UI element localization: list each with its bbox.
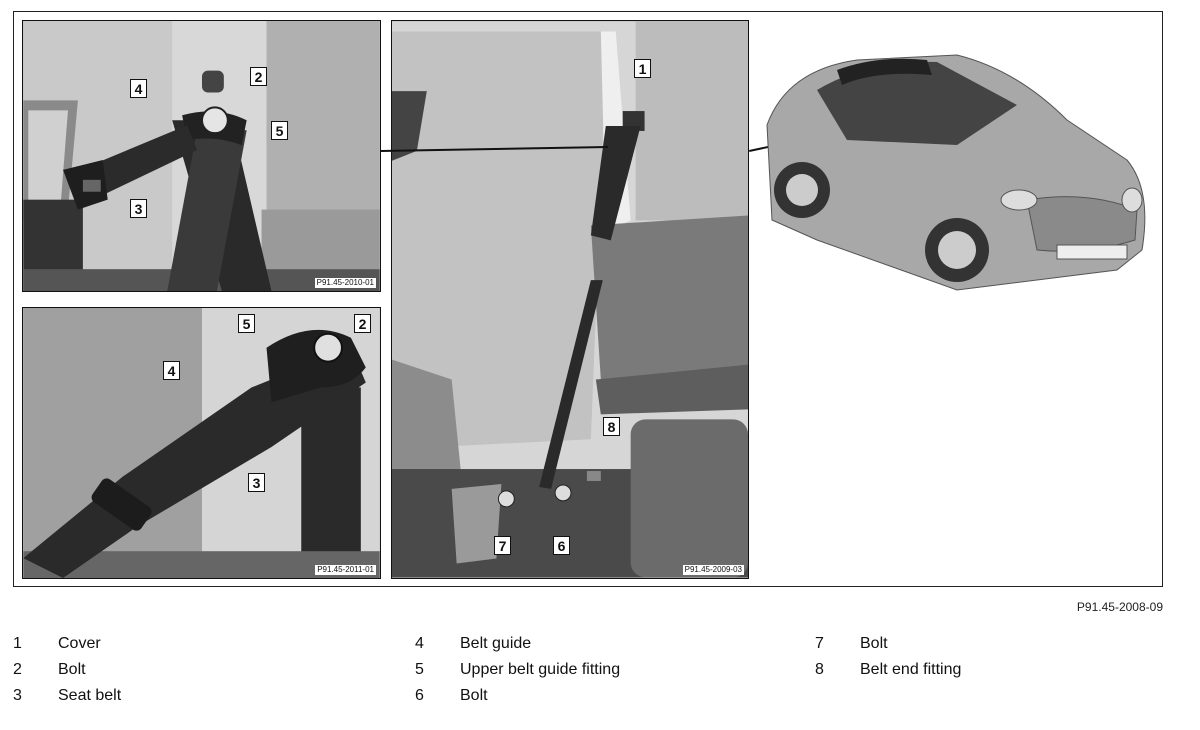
- callout-5: 5: [238, 314, 255, 333]
- callout-2: 2: [250, 67, 267, 86]
- panel-code: P91.45-2010-01: [316, 278, 374, 287]
- callout-2: 2: [354, 314, 371, 333]
- rear-seat-belt-illustration: [392, 21, 748, 578]
- panel-top-left: [22, 20, 381, 292]
- callout-8: 8: [603, 417, 620, 436]
- legend-number: 7: [815, 635, 824, 652]
- legend-number: 8: [815, 661, 824, 678]
- belt-guide-closeup-illustration: [23, 21, 380, 291]
- legend-number: 6: [415, 687, 424, 704]
- legend-text: Cover: [58, 635, 101, 652]
- legend-text: Bolt: [860, 635, 888, 652]
- car-illustration: [757, 50, 1157, 300]
- legend-number: 1: [13, 635, 22, 652]
- callout-7: 7: [494, 536, 511, 555]
- coupe-car-icon: [757, 50, 1157, 300]
- legend-text: Belt guide: [460, 635, 532, 652]
- legend-text: Bolt: [58, 661, 86, 678]
- legend-number: 3: [13, 687, 22, 704]
- callout-4: 4: [130, 79, 147, 98]
- callout-3: 3: [248, 473, 265, 492]
- legend-text: Seat belt: [58, 687, 122, 704]
- callout-6: 6: [553, 536, 570, 555]
- callout-5: 5: [271, 121, 288, 140]
- legend-text: Upper belt guide fitting: [460, 661, 621, 678]
- belt-guide-detail-illustration: [23, 308, 380, 578]
- panel-code: P91.45-2009-03: [684, 565, 742, 574]
- legend-number: 5: [415, 661, 424, 678]
- legend: [0, 634, 1200, 724]
- figure-reference: P91.45-2008-09: [1076, 600, 1163, 614]
- callout-4: 4: [163, 361, 180, 380]
- callout-3: 3: [130, 199, 147, 218]
- legend-text: Belt end fitting: [860, 661, 962, 678]
- callout-1: 1: [634, 59, 651, 78]
- panel-center: [391, 20, 749, 579]
- panel-bottom-left: [22, 307, 381, 579]
- legend-number: 2: [13, 661, 22, 678]
- legend-text: Bolt: [460, 687, 488, 704]
- legend-number: 4: [415, 635, 424, 652]
- panel-code: P91.45-2011-01: [317, 565, 374, 574]
